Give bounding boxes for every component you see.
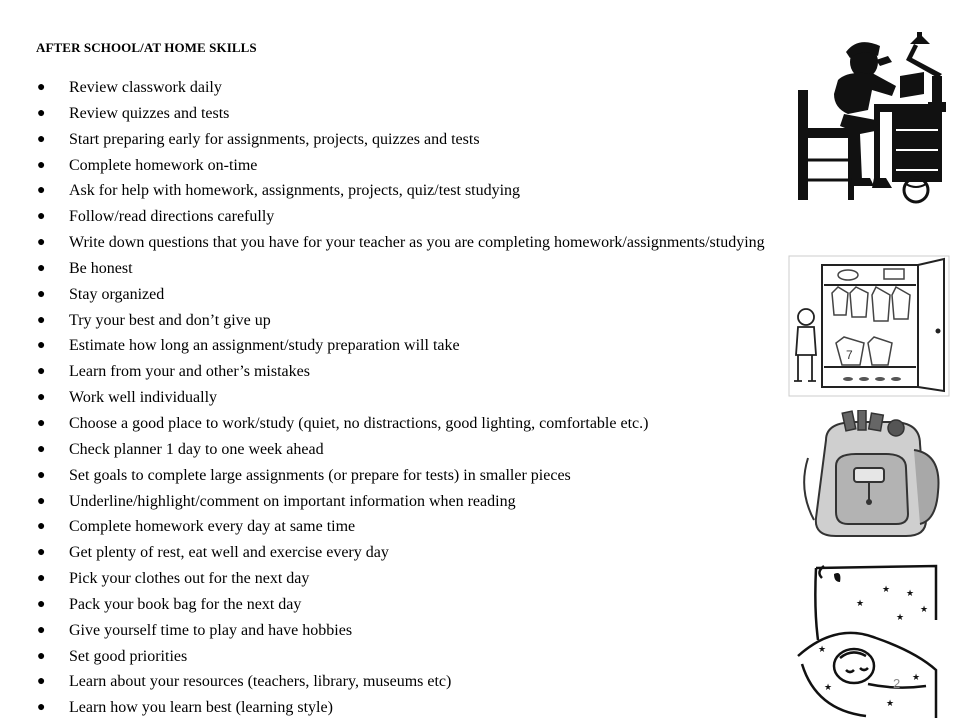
- list-item-text: Work well individually: [69, 389, 218, 407]
- bullet-icon: ●: [37, 571, 46, 587]
- svg-text:★: ★: [818, 645, 827, 655]
- list-item: [36, 333, 765, 359]
- list-item-text: Pick your clothes out for the next day: [69, 570, 310, 588]
- list-item-text: Give yourself time to play and have hobbies: [69, 621, 353, 639]
- bullet-icon: ●: [37, 700, 46, 716]
- list-item-text: Start preparing early for assignments, projects, quizzes and tests: [69, 130, 480, 148]
- list-item-text: Pack your book bag for the next day: [69, 595, 302, 613]
- bullet-icon: ●: [37, 157, 46, 173]
- list-item: [36, 669, 765, 695]
- svg-text:★: ★: [906, 589, 915, 599]
- list-item: [36, 644, 765, 670]
- bullet-icon: ●: [37, 622, 46, 638]
- student-studying-at-desk-illustration: [788, 30, 950, 205]
- list-item-text: Try your best and don’t give up: [69, 311, 271, 329]
- list-item-text: Estimate how long an assignment/study preparation will take: [69, 337, 460, 355]
- list-item: [36, 204, 765, 230]
- bullet-icon: ●: [37, 467, 46, 483]
- svg-text:★: ★: [856, 599, 865, 609]
- svg-text:★: ★: [824, 683, 833, 693]
- bullet-icon: ●: [37, 260, 46, 276]
- bullet-icon: ●: [37, 364, 46, 380]
- bullet-icon: ●: [37, 105, 46, 121]
- list-item: [36, 75, 765, 101]
- bullet-icon: ●: [37, 596, 46, 612]
- list-item-text: Stay organized: [69, 285, 165, 303]
- list-item: [36, 489, 765, 515]
- svg-text:★: ★: [886, 699, 895, 709]
- list-item: [36, 359, 765, 385]
- list-item: [36, 618, 765, 644]
- svg-text:★: ★: [920, 605, 929, 615]
- list-item: [36, 695, 765, 721]
- child-sleeping-illustration: [796, 560, 941, 718]
- child-at-closet-illustration: [788, 255, 950, 397]
- list-item-text: Choose a good place to work/study (quiet, no distractions, good lighting, comfortable etc.): [69, 414, 649, 432]
- list-item: [36, 178, 765, 204]
- list-item-text: Learn how you learn best (learning style): [69, 699, 333, 717]
- list-item-text: Review classwork daily: [69, 79, 222, 96]
- bullet-icon: ●: [37, 493, 46, 509]
- list-item-text: Learn from your and other’s mistakes: [69, 363, 310, 381]
- bullet-icon: ●: [37, 286, 46, 302]
- bullet-icon: ●: [37, 390, 46, 406]
- svg-text:★: ★: [912, 673, 921, 683]
- list-item: [36, 437, 765, 463]
- list-item: [36, 592, 765, 618]
- bullet-icon: ●: [37, 312, 46, 328]
- bullet-icon: ●: [37, 235, 46, 251]
- bullet-icon: ●: [37, 545, 46, 561]
- page-number: 2: [893, 676, 901, 691]
- list-item: [36, 514, 765, 540]
- bullet-icon: ●: [37, 519, 46, 535]
- list-item: [36, 540, 765, 566]
- list-item-text: Set good priorities: [69, 647, 188, 665]
- list-item: [36, 256, 765, 282]
- document-title: AFTER SCHOOL/AT HOME SKILLS: [36, 40, 257, 55]
- svg-text:★: ★: [896, 613, 905, 623]
- bullet-icon: ●: [37, 209, 46, 225]
- list-item: [36, 463, 765, 489]
- list-item-text: Be honest: [69, 259, 133, 277]
- bullet-icon: ●: [37, 338, 46, 354]
- list-item: [36, 127, 765, 153]
- list-item-text: Follow/read directions carefully: [69, 208, 275, 226]
- list-item: [36, 566, 765, 592]
- list-item-text: Complete homework every day at same time: [69, 518, 356, 536]
- list-item: [36, 101, 765, 127]
- list-item-text: Set goals to complete large assignments (or prepare for tests) in smaller pieces: [69, 466, 571, 484]
- list-item-text: Write down questions that you have for your teacher as you are completing homework/assignments/studying: [69, 234, 765, 252]
- list-item-text: Check planner 1 day to one week ahead: [69, 440, 324, 458]
- list-item: [36, 385, 765, 411]
- bullet-icon: ●: [37, 415, 46, 431]
- bullet-icon: ●: [37, 183, 46, 199]
- list-item-text: Get plenty of rest, eat well and exercise every day: [69, 544, 389, 562]
- svg-text:★: ★: [882, 585, 891, 595]
- skills-list: [36, 75, 765, 721]
- svg-text:7: 7: [846, 348, 853, 362]
- list-item: [36, 282, 765, 308]
- backpack-illustration: [796, 410, 946, 545]
- list-item: [36, 411, 765, 437]
- list-item-text: Complete homework on-time: [69, 156, 258, 174]
- bullet-icon: ●: [37, 648, 46, 664]
- bullet-icon: ●: [37, 131, 46, 147]
- list-item: [36, 153, 765, 179]
- list-item: [36, 230, 765, 256]
- bullet-icon: ●: [37, 441, 46, 457]
- list-item-text: Ask for help with homework, assignments, projects, quiz/test studying: [69, 182, 521, 200]
- list-item: [36, 308, 765, 334]
- list-item-text: Review quizzes and tests: [69, 104, 230, 122]
- bullet-icon: ●: [37, 80, 46, 95]
- list-item-text: Learn about your resources (teachers, library, museums etc): [69, 673, 452, 691]
- bullet-icon: ●: [37, 674, 46, 690]
- list-item-text: Underline/highlight/comment on important information when reading: [69, 492, 516, 510]
